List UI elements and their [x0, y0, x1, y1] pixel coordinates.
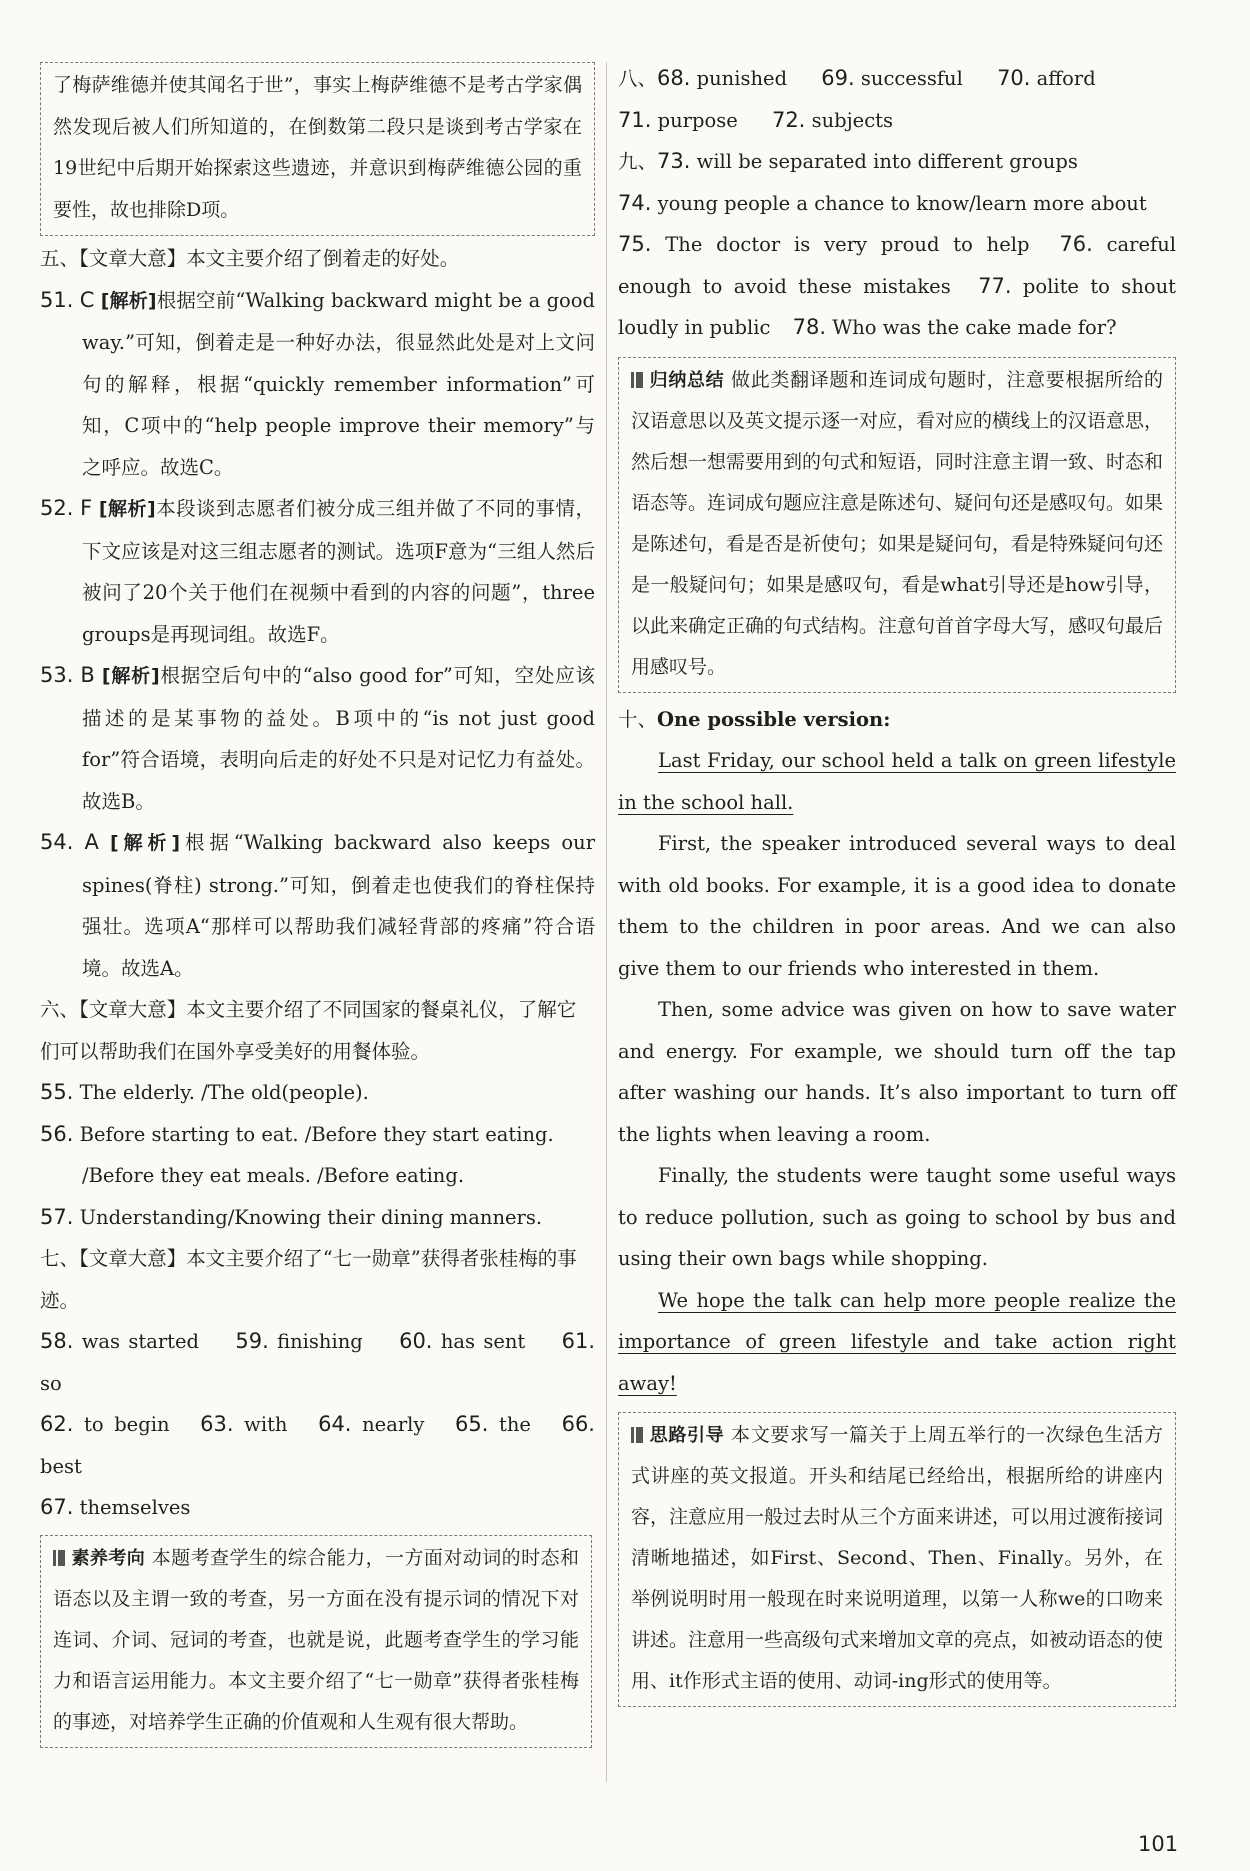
answers-58-61: 58. was started 59. finishing 60. has sent 61. so: [40, 1329, 596, 1395]
section-10-heading: 十、One possible version:: [618, 707, 891, 731]
answer-54: 54. A [解析]根据“Walking backward also keeps our spines(脊柱) strong.”可知，倒着走也使我们的脊柱保持强壮。选项A“那样可以帮助我们减轻背部的疼痛”符合语境。故选A。: [40, 830, 596, 980]
summary-note-text: 做此类翻译题和连词成句题时，注意要根据所给的汉语意思以及英文提示逐一对应，看对应的横线上的汉语意思，然后想一想需要用到的句式和短语，同时注意主谓一致、时态和语态等。连词成句题应注意是陈述句、疑问句还是感叹句。如果是陈述句，看是否是祈使句；如果是疑问句，看是特殊疑问句还是一般疑问句；如果是感叹句，看是what引导还是how引导，以此来确定正确的句式结构。注意句首首字母大写，感叹句最后用感叹号。: [631, 368, 1164, 678]
answers-68-70: 八、68. punished 69. successful 70. afford: [618, 66, 1096, 90]
literacy-note-text: 本题考查学生的综合能力，一方面对动词的时态和语态以及主谓一致的考查，另一方面在没有提示词的情况下对连词、介词、冠词的考查，也就是说，此题考查学生的学习能力和语言运用能力。本文主要介绍了“七一勋章”获得者张桂梅的事迹，对培养学生正确的价值观和人生观有很大帮助。: [53, 1546, 579, 1733]
essay-paragraph-1: Last Friday, our school held a talk on green lifestyle in the school hall.: [618, 749, 1176, 814]
answer-73: 九、73. will be separated into different groups: [618, 149, 1078, 173]
approach-note-box: [618, 1412, 1176, 1707]
literacy-note-box: [40, 1535, 592, 1748]
answer-57: 57. Understanding/Knowing their dining manners.: [40, 1204, 543, 1229]
approach-note-text: 本文要求写一篇关于上周五举行的一次绿色生活方式讲座的英文报道。开头和结尾已经给出，根据所给的讲座内容，注意应用一般过去时从三个方面来讲述，可以用过渡衔接词清晰地描述，如First、Second、Then、Finally。另外，在举例说明时用一般现在时来说明道理，以第一人称we的口吻来讲述。注意用一些高级句式来增加文章的亮点，如被动语态的使用、it作形式主语的使用、动词-ing形式的使用等。: [631, 1424, 1164, 1692]
answer-53: 53. B [解析]根据空后句中的“also good for”可知，空处应该描述的是某事物的益处。B项中的“is not just good for”符合语境，表明向后走的好处不只是对记忆力有益处。故选B。: [40, 663, 596, 813]
approach-note-title: 思路引导: [649, 1425, 725, 1446]
note-marker-icon: [631, 1427, 643, 1443]
answer-67: 67. themselves: [40, 1495, 191, 1519]
summary-note-box: [618, 357, 1176, 693]
note-marker-icon: [53, 1550, 65, 1566]
literacy-note-title: 素养考向: [71, 1547, 146, 1569]
essay-paragraph-2: First, the speaker introduced several ways to deal with old books. For example, it is a good idea to donate them to the children in poor areas. And we can also give them to our friends who interested in them.: [618, 832, 1176, 980]
answer-55: 55. The elderly. /The old(people).: [40, 1080, 369, 1104]
answers-71-72: 71. purpose 72. subjects: [618, 107, 893, 132]
summary-note-title: 归纳总结: [649, 369, 725, 391]
essay-paragraph-3: Then, some advice was given on how to save water and energy. For example, we should turn off the tap after washing our hands. It’s also important to turn off the lights when leaving a room.: [618, 998, 1176, 1146]
answers-75-78: 75. The doctor is very proud to help 76. careful enough to avoid these mistakes 77. polite to shout loudly in public 78. Who was the cake made for?: [618, 232, 1177, 339]
answer-74: 74. young people a chance to know/learn more about: [618, 190, 1147, 215]
column-divider: [606, 62, 607, 1782]
essay-paragraph-5: We hope the talk can help more people realize the importance of green lifestyle and take action right away!: [618, 1288, 1176, 1395]
answer-52: 52. F [解析]本段谈到志愿者们被分成三组并做了不同的事情，下文应该是对这三组志愿者的测试。选项F意为“三组人然后被问了20个关于他们在视频中看到的内容的问题”，three groups是再现词组。故选F。: [40, 496, 595, 646]
page-number: 101: [1138, 1832, 1179, 1856]
right-column: [618, 58, 1176, 1707]
continued-explanation-text: 了梅萨维德并使其闻名于世”，事实上梅萨维德不是考古学家偶然发现后被人们所知道的，在倒数第二段只是谈到考古学家在19世纪中后期开始探索这些遗迹，并意识到梅萨维德公园的重要性，故也排除D项。: [53, 74, 582, 221]
answer-56: 56. Before starting to eat. /Before they start eating. /Before they eat meals. /Before eating.: [40, 1121, 554, 1187]
left-column: [40, 62, 595, 1748]
essay-paragraph-4: Finally, the students were taught some useful ways to reduce pollution, such as going to school by bus and using their own bags while shopping.: [618, 1164, 1176, 1270]
section-6-heading: 六、【文章大意】本文主要介绍了不同国家的餐桌礼仪，了解它们可以帮助我们在国外享受美好的用餐体验。: [40, 998, 577, 1063]
answers-62-66: 62. to begin 63. with 64. nearly 65. the 66. best: [40, 1412, 595, 1478]
section-5-heading: 五、【文章大意】本文主要介绍了倒着走的好处。: [40, 247, 460, 270]
section-7-heading: 七、【文章大意】本文主要介绍了“七一勋章”获得者张桂梅的事迹。: [40, 1247, 577, 1312]
note-marker-icon: [631, 372, 643, 388]
continued-explanation-box: [40, 62, 595, 236]
answer-51: 51. C [解析]根据空前“Walking backward might be a good way.”可知，倒着走是一种好办法，很显然此处是对上文问句的解释，根据“quickly remember information”可知，C项中的“help people improve their memory”与之呼应。故选C。: [40, 287, 596, 479]
